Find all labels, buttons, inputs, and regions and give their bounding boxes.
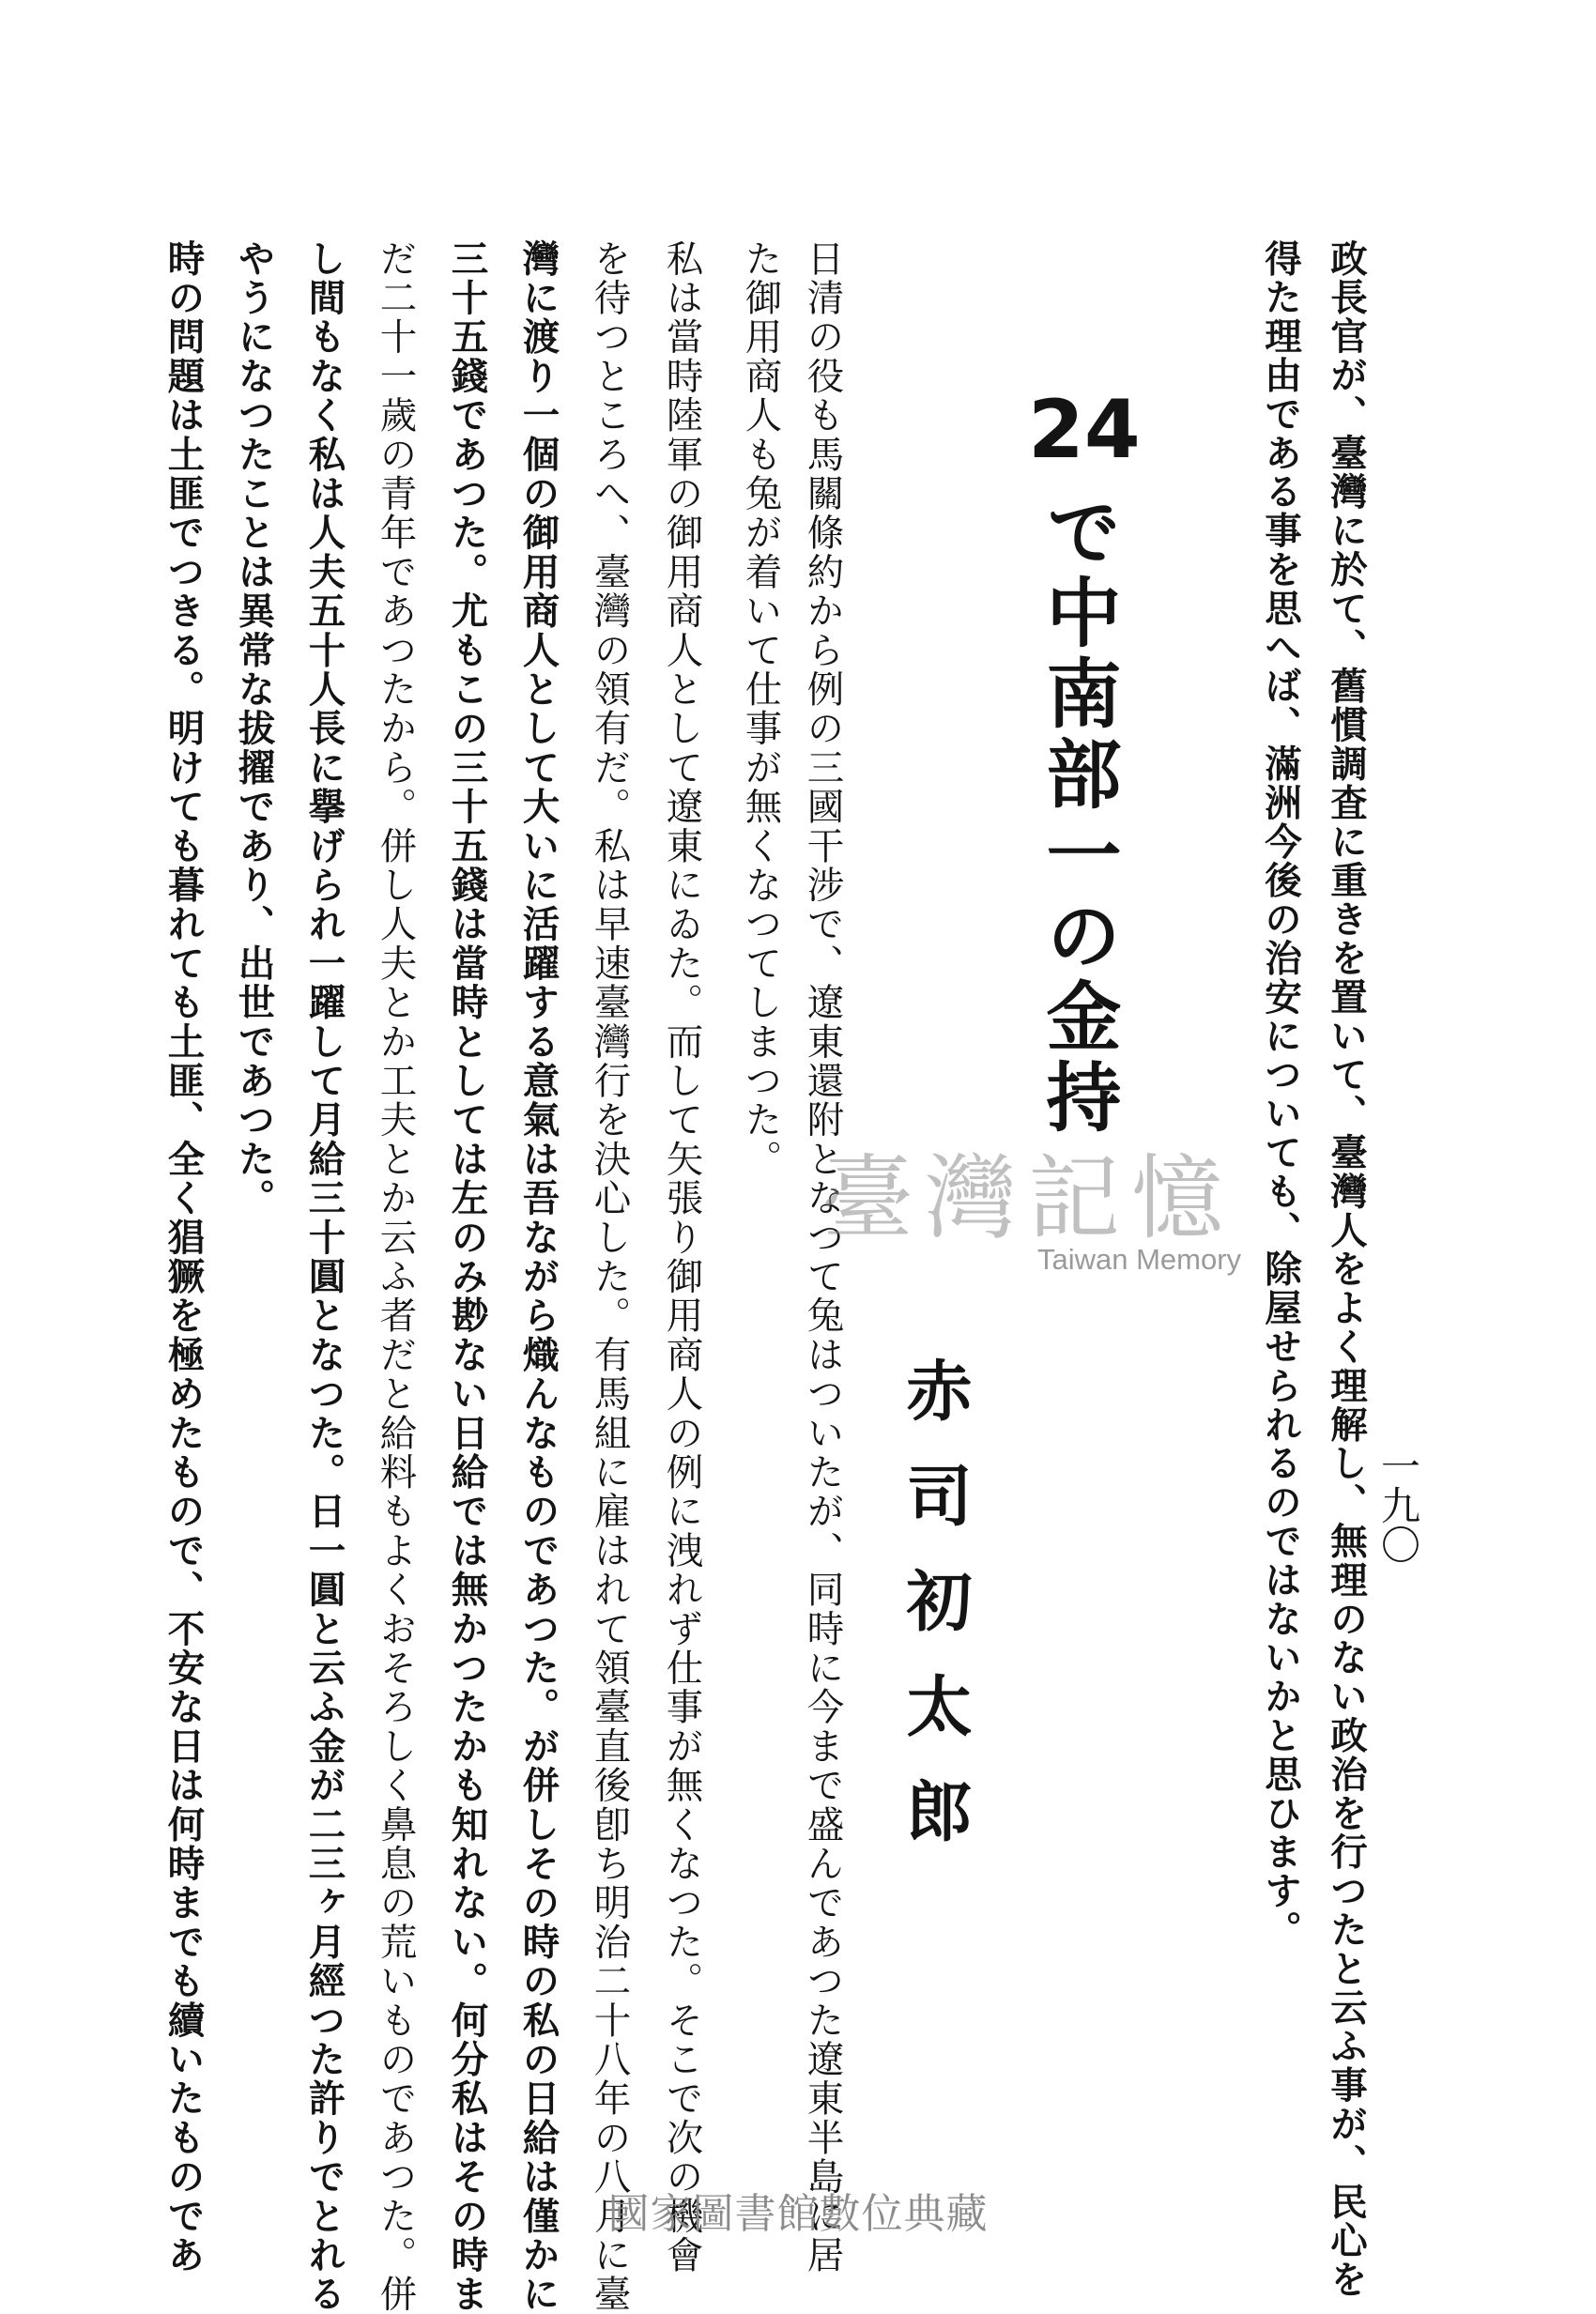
body-text-line-1: 日清の役も馬關條約から例の三國干涉で、遼東還附となつて兔はついたが、同時に今まで盛んであつた遼東半島に居 bbox=[801, 239, 845, 2276]
body-text-line-8: し間もなく私は人夫五十人長に擧げられ一躍して月給三十圓となつた。日一圓と云ふ金が二三ヶ月經つた許りでとれる bbox=[302, 239, 346, 2314]
body-text-line-7: だ二十一歲の青年であつたから。併し人夫とか工夫とか云ふ者だと給料もよくおそろしく鼻息の荒いものであつた。併 bbox=[374, 239, 418, 2314]
watermark-logo bbox=[821, 1145, 1263, 1276]
body-text-line-9: やうになつたことは異常な拔擢であり、出世であつた。 bbox=[232, 239, 276, 1218]
footer-archive-label: 國家圖書館數位典藏 bbox=[607, 2190, 989, 2238]
page-number: 一九〇 bbox=[1375, 1446, 1421, 1564]
body-text-line-2: た御用商人も兔が着いて仕事が無くなつてしまつた。 bbox=[739, 239, 783, 1179]
body-text-line-6: 三十五錢であつた。尤もこの三十五錢は當時としては左のみ尠ない日給では無かつたかも知れない。何分私はその時ま bbox=[445, 239, 489, 2314]
chapter-title: で中南部一の金持 bbox=[1034, 493, 1122, 1139]
body-text-line-10: 時の問題は土匪でつきる。明けても暮れても土匪、全く猖獗を極めたもので、不安な日は何時までも續いたものであ bbox=[161, 239, 206, 2276]
watermark-subtitle: Taiwan Memory bbox=[1037, 1243, 1242, 1276]
watermark-chars: 臺灣記憶 bbox=[821, 1145, 1235, 1252]
body-text-line-5: 灣に渡り一個の御用商人として大いに活躍する意氣は吾ながら熾んなものであつた。が併しその時の私の日給は僅かに bbox=[516, 239, 560, 2314]
chapter-number: 24 bbox=[1028, 383, 1141, 477]
body-text-line-3: 私は當時陸軍の御用商人として遼東にゐた。而して矢張り御用商人の例に洩れず仕事が無くなつた。そこで次の機會 bbox=[660, 239, 704, 2276]
body-text-line-4: を待つところへ、臺灣の領有だ。私は早速臺灣行を決心した。有馬組に雇はれて領臺直後卽ち明治二十八年の八月に臺 bbox=[588, 239, 632, 2314]
prev-text-line-2: 得た理由である事を思へば、滿洲今後の治安についても、除屋せられるのではないかと思ひます。 bbox=[1259, 239, 1302, 1950]
prev-text-line-1: 政長官が、臺灣に於て、舊慣調査に重きを置いて、臺灣人をよく理解し、無理のない政治を行つたと云ふ事が、民心を bbox=[1325, 239, 1368, 2300]
author-name: 赤司初太郎 bbox=[896, 1356, 974, 1882]
